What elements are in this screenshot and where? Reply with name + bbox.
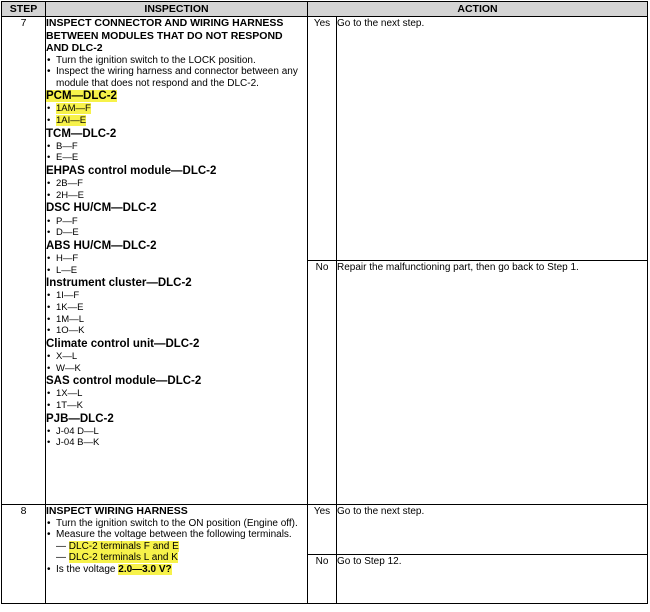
voltage-question-prefix: Is the voltage [56, 563, 119, 575]
pin-pair-text: 1AI—E [56, 115, 87, 127]
step-header: STEP [2, 2, 46, 17]
pin-pair [46, 103, 307, 115]
pin-pair: • E—E [46, 152, 307, 164]
step7-instruction: • Inspect the wiring harness and connector between any module that does not respond and the DLC-2. [46, 66, 307, 89]
group-title-climate: Climate control unit—DLC-2 [46, 337, 200, 350]
step7-heading: INSPECT CONNECTOR AND WIRING HARNESS BETWEEN MODULES THAT DO NOT RESPOND AND DLC-2 [46, 17, 284, 54]
group-instrument-cluster-pins [46, 290, 307, 336]
group-pcm-pins [46, 103, 307, 126]
step8-no-action: Go to Step 12. [337, 554, 648, 604]
step7-number: 7 [2, 17, 46, 505]
terminal-line: — DLC-2 terminals L and K [56, 552, 178, 564]
group-sas-pins [46, 388, 307, 411]
pin-pair: • L—E [46, 265, 307, 277]
step7-yes-action: Go to the next step. [337, 17, 648, 261]
step8-yes-action: Go to the next step. [337, 505, 648, 555]
voltage-value: 2.0—3.0 V? [118, 563, 172, 575]
pin-pair-text: 1AM—F [56, 103, 91, 115]
group-title-instrument-cluster: Instrument cluster—DLC-2 [46, 277, 192, 290]
action-header: ACTION [308, 2, 648, 17]
pin-pair: • 1X—L [46, 388, 307, 400]
terminal-pair: DLC-2 terminals L and K [68, 552, 178, 564]
step7-no-action: Repair the malfunctioning part, then go back to Step 1. [337, 261, 648, 505]
group-title-sas: SAS control module—DLC-2 [46, 375, 202, 388]
pin-pair: • 2H—E [46, 190, 307, 202]
group-title-pcm [46, 90, 307, 103]
group-title-pcm-text: PCM—DLC-2 [46, 90, 117, 103]
pin-pair: • 1K—E [46, 302, 307, 314]
step8-inspection [46, 505, 308, 604]
step7-inspection [46, 17, 308, 505]
group-title-ehpas: EHPAS control module—DLC-2 [46, 165, 217, 178]
step8-no-label: No [308, 554, 337, 604]
pin-pair: • W—K [46, 363, 307, 375]
group-pjb-pins [46, 426, 307, 449]
terminal-line: — DLC-2 terminals F and E [56, 540, 179, 552]
step8-heading: INSPECT WIRING HARNESS [46, 505, 188, 517]
pin-pair: • 1I—F [46, 290, 307, 302]
troubleshooting-table [1, 1, 648, 604]
group-dsc-pins [46, 216, 307, 239]
step7-instruction: • Turn the ignition switch to the LOCK position. [46, 55, 307, 67]
group-climate-pins [46, 351, 307, 374]
voltage-question [46, 564, 307, 576]
pin-pair: • P—F [46, 216, 307, 228]
pin-pair: • J-04 D—L [46, 426, 307, 438]
terminal-pair: DLC-2 terminals F and E [68, 540, 179, 552]
pin-pair: • B—F [46, 141, 307, 153]
group-tcm-pins [46, 141, 307, 164]
pin-pair [46, 115, 307, 127]
group-ehpas-pins [46, 178, 307, 201]
inspection-header: INSPECTION [46, 2, 308, 17]
step7-yes-label: Yes [308, 17, 337, 261]
group-title-abs: ABS HU/CM—DLC-2 [46, 239, 157, 252]
step8-question [46, 564, 307, 576]
step8-instruction: • Turn the ignition switch to the ON position (Engine off). [46, 518, 307, 530]
group-title-dsc: DSC HU/CM—DLC-2 [46, 202, 157, 215]
step7-instructions [46, 55, 307, 90]
step8-yes-row [2, 505, 648, 555]
pin-pair: • D—E [46, 227, 307, 239]
step8-instruction: • Measure the voltage between the following terminals. [46, 529, 307, 541]
pin-pair: • 1O—K [46, 325, 307, 337]
step7-no-label: No [308, 261, 337, 505]
pin-pair: • 1M—L [46, 314, 307, 326]
pin-pair: • 1T—K [46, 400, 307, 412]
step7-yes-row [2, 17, 648, 261]
step8-number: 8 [2, 505, 46, 604]
group-title-pjb: PJB—DLC-2 [46, 412, 114, 425]
group-abs-pins [46, 253, 307, 276]
pin-pair: • 2B—F [46, 178, 307, 190]
pin-pair: • J-04 B—K [46, 437, 307, 449]
group-title-tcm: TCM—DLC-2 [46, 127, 117, 140]
step8-instructions [46, 518, 307, 541]
header-row [2, 2, 648, 17]
step8-yes-label: Yes [308, 505, 337, 555]
pin-pair: • X—L [46, 351, 307, 363]
pin-pair: • H—F [46, 253, 307, 265]
